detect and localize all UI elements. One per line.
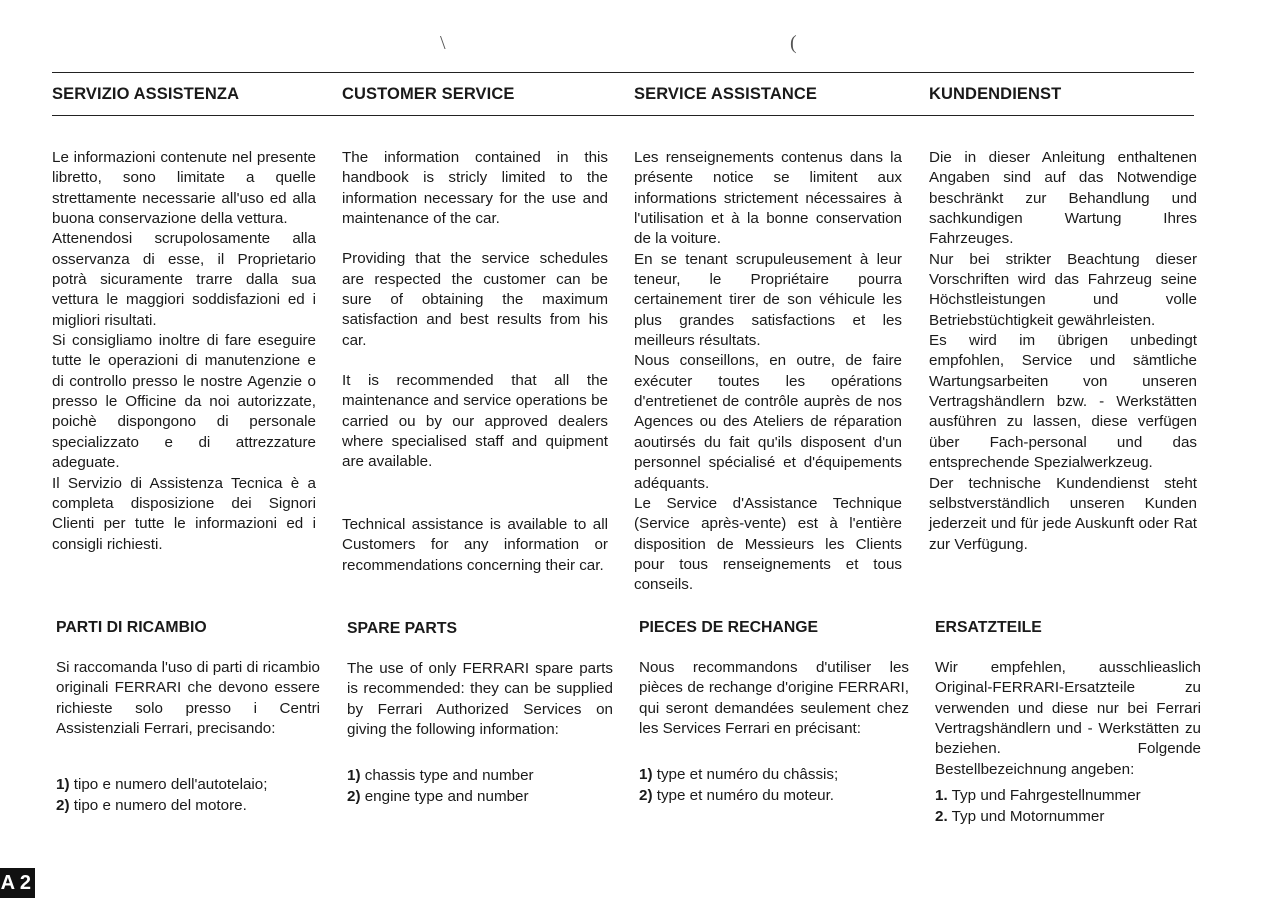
paragraph: Die in dieser Anleitung enthaltenen Angaben sind auf das Notwendige beschränkt zur Behandlung und sachkundigen Wartung Ihres Fahrzeuges. <box>929 149 1197 248</box>
page-number-tab: A 2 <box>0 868 35 898</box>
list-text: tipo e numero dell'autotelaio; <box>69 776 268 794</box>
column-english-parts <box>347 619 613 807</box>
parts-heading: ERSATZTEILE <box>935 619 1042 636</box>
heading-servizio-assistenza: SERVIZIO ASSISTENZA <box>52 85 240 103</box>
list-item <box>639 765 909 786</box>
list-item <box>347 787 613 808</box>
paragraph: En se tenant scrupuleusement à leur teneur, le Propriétaire pourra certainement tirer de son véhicule les plus grandes satisfactions et les meilleurs résultats. <box>634 250 902 350</box>
paragraph: Technical assistance is available to all Customers for any information or recommendations concerning their car. <box>342 515 608 574</box>
column-german-parts <box>935 618 1201 827</box>
column-french <box>634 148 902 596</box>
list-item <box>56 796 320 817</box>
parts-text: Wir empfehlen, ausschlieaslich Original-FERRARI-Ersatzteile zu verwenden und diese nur bei Ferrari Vertragshändlern und - Werkstätten zu beziehen. Folgende Bestellbezeichnung angeben: <box>935 659 1201 778</box>
paragraph: Nous conseillons, en outre, de faire exécuter toutes les opérations d'entretienet de contrôle auprès de nos Agences ou des Ateliers de réparation aoutirsés du fait qu'ils disposent d'un personnel spécialisé et d'équipements adéquants. <box>634 352 902 492</box>
list-number: 1) <box>56 776 70 794</box>
list-item <box>935 786 1201 807</box>
list-item <box>639 786 909 807</box>
list-number: 2) <box>347 787 361 805</box>
paragraph: Le informazioni contenute nel presente libretto, sono limitate a quelle strettamente necessarie all'uso ed alla buona conservazione della vettura. <box>52 149 316 228</box>
list-number: 1) <box>639 766 653 784</box>
paragraph: Si consigliamo inoltre di fare eseguire tutte le operazioni di manutenzione e di controllo presso le nostre Agenzie o presso le Officine da noi autorizzate, poichè dispongono di personale specializzato e di attrezzature adeguate. <box>52 332 316 472</box>
scan-mark-left: \ <box>440 32 446 54</box>
list-text: Typ und Fahrgestellnummer <box>947 787 1141 805</box>
header-rule <box>52 115 1194 116</box>
parts-text: Si raccomanda l'uso di parti di ricambio originali FERRARI che devono essere richieste solo presso i Centri Assistenziali Ferrari, precisando: <box>56 659 320 738</box>
parts-text: Nous recommandons d'utiliser les pièces de rechange d'origine FERRARI, qui seront demandées seulement chez les Services Ferrari en précisant: <box>639 659 909 738</box>
list-item <box>347 766 613 787</box>
list-number: 2. <box>935 807 948 825</box>
scan-mark-right: ( <box>790 32 797 54</box>
list-text: type et numéro du châssis; <box>652 766 839 784</box>
parts-text: The use of only FERRARI spare parts is recommended: they can be supplied by Ferrari Authorized Services on giving the following information: <box>347 660 613 739</box>
paragraph: Il Servizio di Assistenza Tecnica è a completa disposizione dei Signori Clienti per tutte le informazioni ed i consigli richiesti. <box>52 474 316 553</box>
list-number: 2) <box>56 796 70 814</box>
parts-heading: PARTI DI RICAMBIO <box>56 619 207 636</box>
paragraph: Les renseignements contenus dans la présente notice se limitent aux informations strictement nécessaires à l'utilisation et à la bonne conservation de la voiture. <box>634 149 902 248</box>
paragraph: Nur bei strikter Beachtung dieser Vorschriften wird das Fahrzeug seine Höchstleistungen und volle Betriebstüchtigkeit gewährleisten. <box>929 250 1197 329</box>
paragraph: Providing that the service schedules are respected the customer can be sure of obtaining the maximum satisfaction and best results from his car. <box>342 250 608 349</box>
paragraph: It is recommended that all the maintenance and service operations be carried ou by our approved dealers where specialised staff and quipment are available. <box>342 372 608 471</box>
column-english <box>342 148 608 576</box>
paragraph: Attenendosi scrupolosamente alla osservanza di esse, il Proprietario potrà sicuramente trarre dalla sua vettura le maggiori soddisfazioni ed i migliori risultati. <box>52 230 316 329</box>
heading-kundendienst: KUNDENDIENST <box>929 85 1062 103</box>
heading-customer-service: CUSTOMER SERVICE <box>342 85 515 103</box>
parts-heading: PIECES DE RECHANGE <box>639 619 819 636</box>
top-rule <box>52 72 1194 73</box>
list-text: type et numéro du moteur. <box>652 786 835 804</box>
parts-heading: SPARE PARTS <box>347 620 458 637</box>
paragraph: Der technische Kundendienst steht selbstverständlich unseren Kunden jederzeit und für jede Auskunft oder Rat zur Verfügung. <box>929 474 1197 553</box>
paragraph: Le Service d'Assistance Technique (Service après-vente) est à l'entière disposition de Messieurs les Clients pour tous renseignements et tous conseils. <box>634 494 902 594</box>
column-french-parts <box>639 618 909 806</box>
list-text: engine type and number <box>360 787 529 805</box>
column-italian <box>52 148 316 555</box>
list-text: chassis type and number <box>360 767 534 785</box>
list-text: Typ und Motornummer <box>947 807 1105 825</box>
heading-service-assistance: SERVICE ASSISTANCE <box>634 85 818 103</box>
paragraph: Es wird im übrigen unbedingt empfohlen, Service und sämtliche Wartungsarbeiten von unseren Vertragshändlern bzw. - Werkstätten ausführen zu lassen, diese verfügen über Fach-personal und das entsprechende Spezialwerkzeug. <box>929 332 1197 472</box>
list-number: 1) <box>347 767 361 785</box>
column-italian-parts <box>56 618 320 816</box>
list-number: 1. <box>935 787 948 805</box>
list-item <box>56 775 320 796</box>
paragraph: The information contained in this handbook is stricly limited to the information necessary for the use and maintenance of the car. <box>342 149 608 228</box>
column-german <box>929 148 1197 555</box>
list-text: tipo e numero del motore. <box>69 796 247 814</box>
list-item <box>935 807 1201 828</box>
list-number: 2) <box>639 786 653 804</box>
